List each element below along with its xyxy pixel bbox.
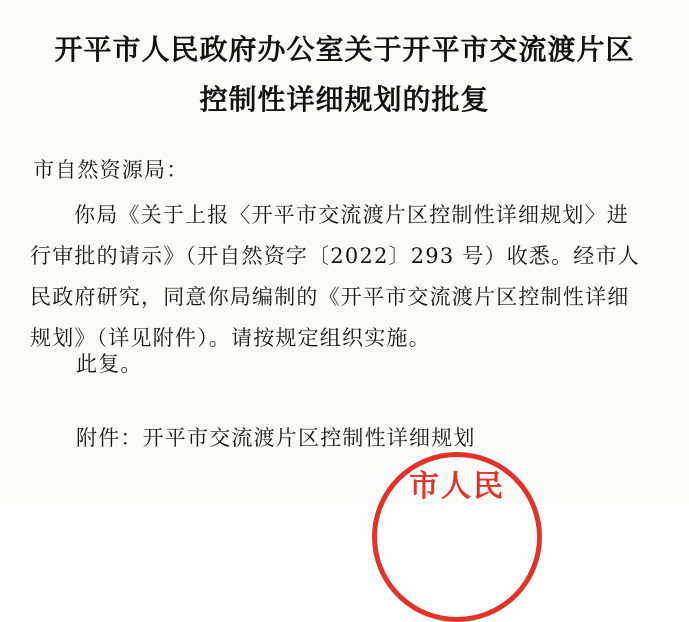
body-text: 你局《关于上报〈开平市交流渡片区控制性详细规划〉进行审批的请示》（开自然资字〔2022〕293 号）收悉。经市人民政府研究，同意你局编制的《开平市交流渡片区控制性详细规划》（详见附件）。请按规定组织实施。	[30, 203, 640, 350]
document-title-line-1: 开平市人民政府办公室关于开平市交流渡片区	[54, 33, 635, 66]
body-paragraph	[30, 195, 650, 359]
official-seal	[372, 452, 542, 622]
seal-text: 市人民	[409, 469, 505, 504]
salutation: 市自然资源局：	[33, 158, 189, 182]
attachment-line: 附件：开平市交流渡片区控制性详细规划	[76, 426, 476, 450]
document-title-line-2: 控制性详细规划的批复	[199, 83, 490, 116]
closing-line: 此复。	[76, 352, 143, 376]
